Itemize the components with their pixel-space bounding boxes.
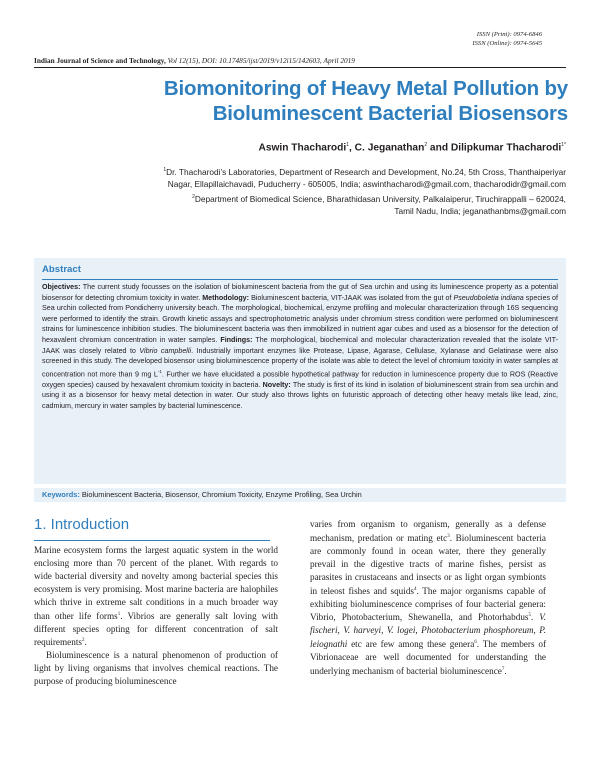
issn-block	[472, 30, 542, 48]
paragraph: Bioluminescence is a natural phenomenon of production of light by living organisms that involves chemical reactions. The purpose of producing bioluminescence	[34, 650, 278, 687]
paragraph-text: .	[504, 666, 507, 677]
header-divider	[34, 67, 566, 68]
affiliation-1-line-2: Nagar, Ellapillaichavadi, Puducherry - 605005, India; aswinthacharodi@gmail.com, thacharodidr@gmail.com	[167, 179, 566, 190]
journal-doi: DOI: 10.17485/ijst/2019/v12i15/142603,	[201, 56, 322, 65]
methodology-text: Bioluminescent bacteria, VIT-JAAK was isolated from the gut of	[249, 293, 454, 302]
author-separator: and	[427, 142, 451, 154]
findings-text: . Further we have elucidated a possible hypothetical pathway for reduction in luminescence property due to ROS (Reactive oxygen species) caused by hexavalent chromium toxicity in bacteria.	[42, 370, 558, 389]
body-column-right	[310, 518, 546, 678]
affiliation-2-line-2: Tamil Nadu, India; jeganathanbms@gmail.com	[394, 206, 566, 217]
species-name: Pseudoboletia indiana	[453, 293, 524, 302]
citation-link[interactable]: 6	[474, 640, 477, 646]
keywords-text: Bioluminescent Bacteria, Biosensor, Chromium Toxicity, Enzyme Profiling, Sea Urchin	[79, 490, 362, 499]
affiliation-mark: 1	[163, 167, 167, 173]
author-affil-mark: 1	[346, 142, 349, 148]
affiliations	[96, 164, 566, 218]
section-divider	[34, 540, 270, 541]
novelty-label: Novelty:	[262, 380, 291, 389]
journal-volume: Vol 12(15),	[167, 56, 201, 65]
title-line-1: Biomonitoring of Heavy Metal Pollution by	[163, 77, 568, 100]
author-separator: ,	[349, 142, 355, 154]
author-affil-mark: 1*	[561, 142, 566, 148]
paragraph-text: . Bioluminescent bacteria are commonly found in ocean water, there they generally prevail in the digestive tracts of marine fishes, persist as parasites in crustaceans and insects or as light organ symbionts in teleost fishes and squids	[310, 532, 546, 596]
affiliation-1-line-1	[96, 164, 566, 178]
paragraph-text: varies from organism to organism, generally as a defense mechanism, predation or mating etc	[310, 519, 546, 543]
paragraph-text: .	[84, 637, 87, 648]
unit-exponent: -1	[157, 368, 162, 374]
citation-link[interactable]: 4	[414, 586, 417, 592]
paragraph-text: . The members of Vibrionaceae are well documented for understanding the underlying mechanism of bacterial bioluminescence	[310, 639, 546, 677]
author-list	[258, 142, 566, 153]
abstract-heading: Abstract	[42, 264, 81, 275]
novelty-text: The study is first of its kind in isolation of bioluminescent strain from sea urchin and using it as a biosensor for heavy metal detection in water. Our study also throws lights on futuristic approach of detecting other heavy metals like lead, zinc, cadmium, mercury in water samples by bacterial luminescence.	[42, 380, 558, 410]
section-heading-introduction: 1. Introduction	[34, 516, 130, 533]
findings-text: The morphological, biochemical and molecular characterization revealed that the isolate VIT-JAAK was closely related to	[42, 335, 558, 355]
abstract-box	[34, 258, 566, 484]
methodology-text: species of Sea urchin collected from Pondicherry university beach. The morphological, biochemical, enzyme profiling and molecular characterization through 16S sequencing were performed to identify the strain. Growth kinetic assays and spectrophotometric analysis under chromium stress condition were performed on bioluminescent strains for luminescence inhibition studies. The bioluminescent bacteria was then immobilized in nutrient agar cubes and used as a biosensor for the detection of hexavalent chromium concentration in water samples.	[42, 293, 558, 344]
findings-label: Findings:	[220, 335, 253, 344]
findings-text: . Industrially important enzymes like Protease, Lipase, Agarase, Cellulase, Xylanase and Gelatinase were also screened in this study. The developed biosensor using bioluminescence property of the isolate was able to detect the level of chromium toxicity in water samples at concentration not more than 9 mg L	[42, 346, 559, 379]
species-name: Vibrio campbelli	[139, 346, 192, 355]
body-column-left	[34, 544, 278, 688]
paragraph	[310, 518, 546, 678]
citation-link[interactable]: 3	[447, 533, 450, 539]
citation-link[interactable]: 7	[501, 667, 505, 673]
abstract-body	[42, 282, 558, 412]
journal-name: Indian Journal of Science and Technology,	[34, 56, 166, 65]
paragraph-text: .	[531, 612, 540, 623]
paper-title	[60, 76, 568, 126]
citation-link[interactable]: 1	[117, 611, 121, 617]
author-name: Dilipkumar Thacharodi	[450, 142, 562, 154]
issn-print: ISSN (Print): 0974-6846	[476, 31, 542, 38]
objectives-label: Objectives:	[42, 283, 81, 291]
methodology-label: Methodology:	[202, 293, 250, 302]
species-names: V. fischeri, V. harveyi, V. logei, Photobacterium phosphoreum, P. leiognathi	[310, 612, 546, 650]
keywords-label: Keywords:	[42, 490, 80, 499]
citation-link[interactable]: 2	[81, 638, 85, 644]
affiliation-mark: 2	[192, 193, 195, 200]
paragraph-text: Marine ecosystem forms the largest aquatic system in the world enclosing more than 70 percent of the planet. With regards to wide bacterial diversity and novelty among bacterial species this ecosystem is very promising. Most marine bacteria are halophiles which thrive in extreme salt conditions in a much broader way than other life forms	[34, 545, 278, 621]
paragraph-text: . Vibrios are generally salt loving with different species opting for different concentration of salt requirements	[34, 610, 279, 648]
affiliation-2-line-1	[96, 191, 566, 205]
author-name: Aswin Thacharodi	[258, 142, 347, 154]
objectives-text: The current study focusses on the isolation of bioluminescent bacteria from the gut of Sea urchin and using its luminescence property as a potential biosensor for detecting chromium toxicity in water.	[42, 283, 558, 302]
paragraph-text: etc are few among these genera	[347, 639, 475, 650]
author-affil-mark: 2	[424, 142, 428, 148]
affiliation-text: Dr. Thacharodi’s Laboratories, Department of Research and Development, No.24, 5th Cross, Thanthaiperiyar	[166, 166, 566, 177]
journal-citation-line	[34, 56, 566, 65]
paragraph	[34, 544, 278, 649]
abstract-divider	[42, 279, 558, 280]
citation-link[interactable]: 5	[528, 613, 531, 619]
affiliation-text: Department of Biomedical Science, Bharathidasan University, Palkalaiperur, Tiruchirappalli – 620024,	[194, 193, 566, 204]
author-name: C. Jeganathan	[354, 142, 425, 154]
issn-online: ISSN (Online): 0974-5645	[472, 40, 542, 47]
title-line-2: Bioluminescent Bacterial Biosensors	[212, 102, 568, 125]
journal-date: April 2019	[323, 56, 355, 65]
paragraph-text: . The major organisms capable of exhibiting bioluminescence comprises of four bacterial genera: Vibrio, Photobacterium, Shewanella, and Photorhabdus	[310, 585, 546, 623]
keywords-bar	[34, 488, 566, 502]
